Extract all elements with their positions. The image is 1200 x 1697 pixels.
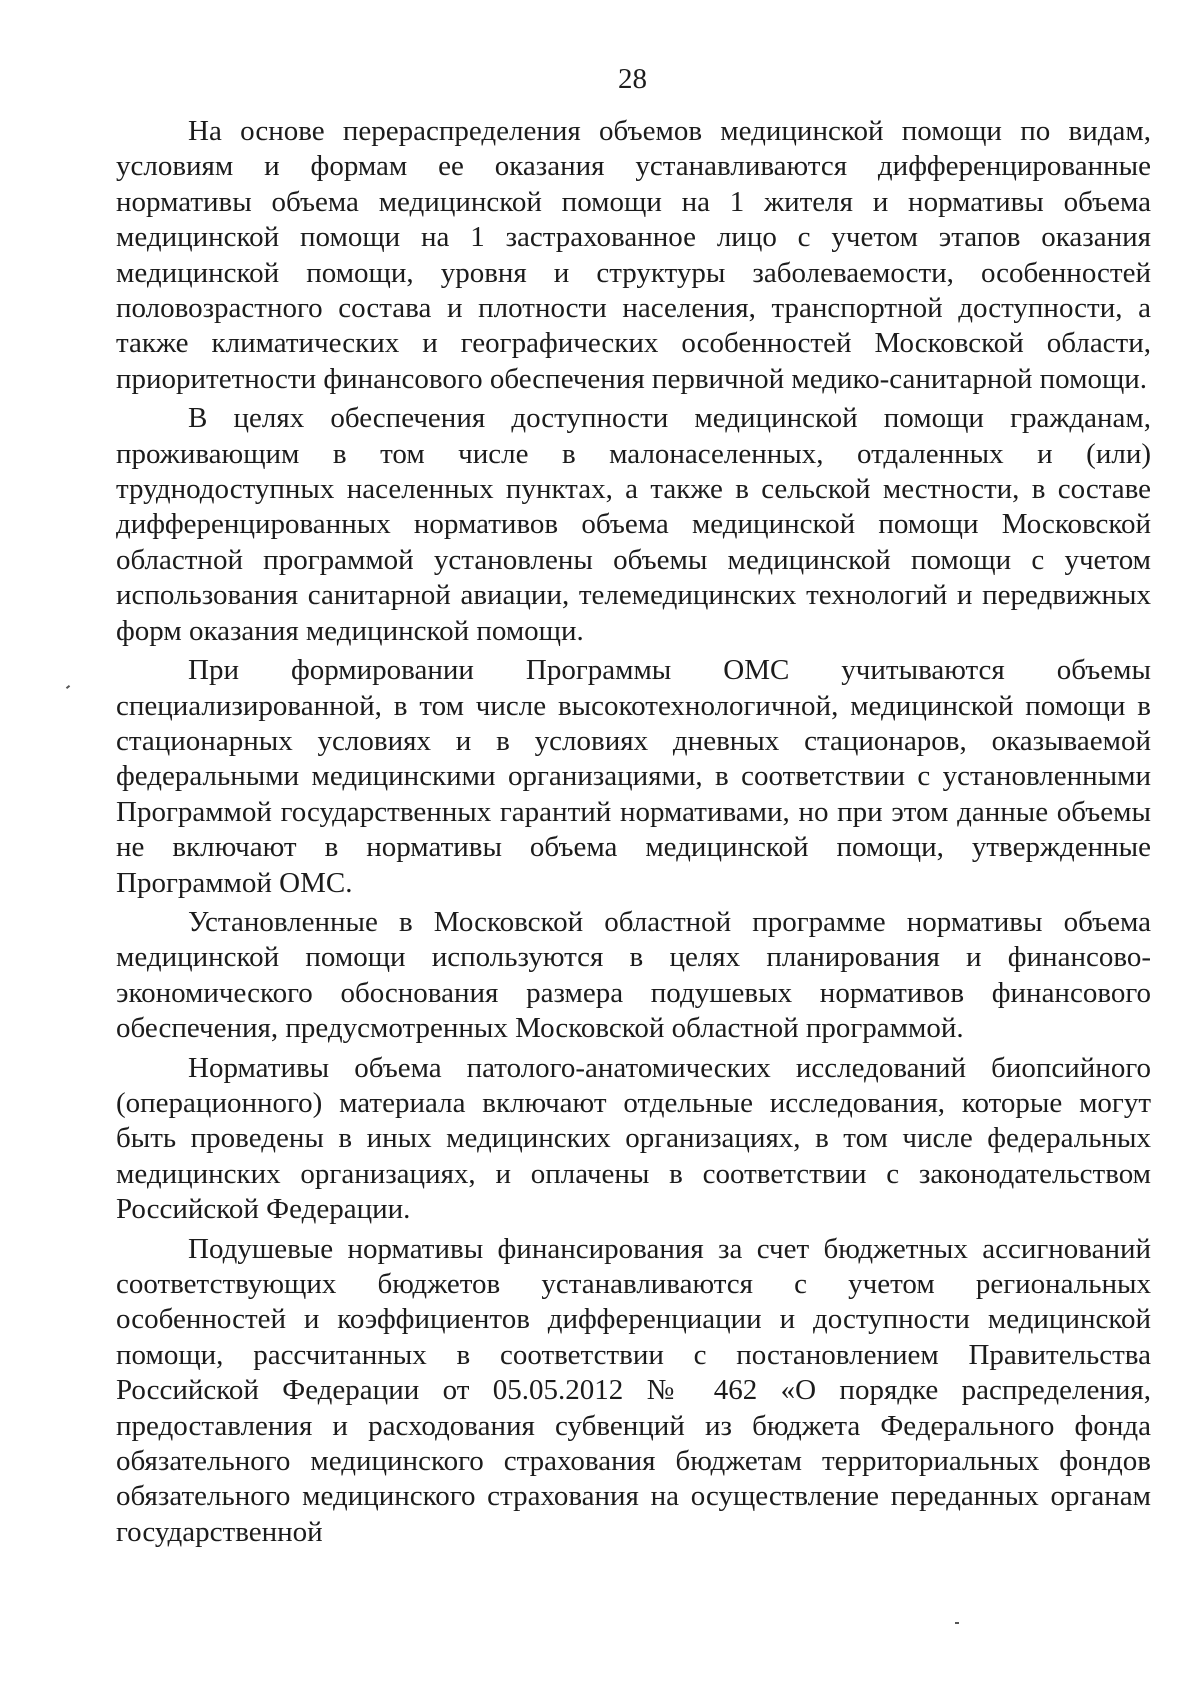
- paragraph-accessibility: В целях обеспечения доступности медицинской помощи гражданам, проживающим в том числе в малонаселенных, отдаленных и (или) труднодоступных населенных пунктах, а также в сельской местности, в составе дифференцированных нормативов объема медицинской помощи Московской областной программой установлены объемы медицинской помощи с учетом использования санитарной авиации, телемедицинских технологий и передвижных форм оказания медицинской помощи.: [116, 402, 1151, 647]
- scan-speck: [955, 1622, 959, 1624]
- paragraph-pathology: Нормативы объема патолого-анатомических исследований биопсийного (операционного) материала включают отдельные исследования, которые могут быть проведены в иных медицинских организациях, в том числе федеральных медицинских организациях, и оплачены в соответствии с законодательством Российской Федерации.: [116, 1051, 1151, 1226]
- paragraph-per-capita-financing: Подушевые нормативы финансирования за счет бюджетных ассигнований соответствующих бюджетов устанавливаются с учетом региональных особенностей и коэффициентов дифференциации и доступности медицинской помощи, рассчитанных в соответствии с постановлением Правительства Российской Федерации от 05.05.2012 № 462 «О порядке распределения, предоставления и расходования субвенций из бюджета Федерального фонда обязательного медицинского страхования бюджетам территориальных фондов обязательного медицинского страхования на осуществление переданных органам государственной: [116, 1232, 1151, 1548]
- paragraph-redistribution: На основе перераспределения объемов медицинской помощи по видам, условиям и формам ее оказания устанавливаются дифференцированные нормативы объема медицинской помощи на 1 жителя и нормативы объема медицинской помощи на 1 застрахованное лицо с учетом этапов оказания медицинской помощи, уровня и структуры заболеваемости, особенностей половозрастного состава и плотности населения, транспортной доступности, а также климатических и географических особенностей Московской области, приоритетности финансового обеспечения первичной медико-санитарной помощи.: [116, 115, 1151, 395]
- paragraph-oms-program: При формировании Программы ОМС учитываются объемы специализированной, в том числе высокотехнологичной, медицинской помощи в стационарных условиях и в условиях дневных стационаров, оказываемой федеральными медицинскими организациями, в соответствии с установленными Программой государственных гарантий нормативами, но при этом данные объемы не включают в нормативы объема медицинской помощи, утвержденные Программой ОМС.: [116, 654, 1151, 899]
- body-text: [116, 114, 1151, 1554]
- scan-speck: [66, 685, 70, 689]
- paragraph-planning: Установленные в Московской областной программе нормативы объема медицинской помощи используются в целях планирования и финансово-экономического обоснования размера подушевых нормативов финансового обеспечения, предусмотренных Московской областной программой.: [116, 905, 1151, 1045]
- page-number: 28: [618, 63, 647, 95]
